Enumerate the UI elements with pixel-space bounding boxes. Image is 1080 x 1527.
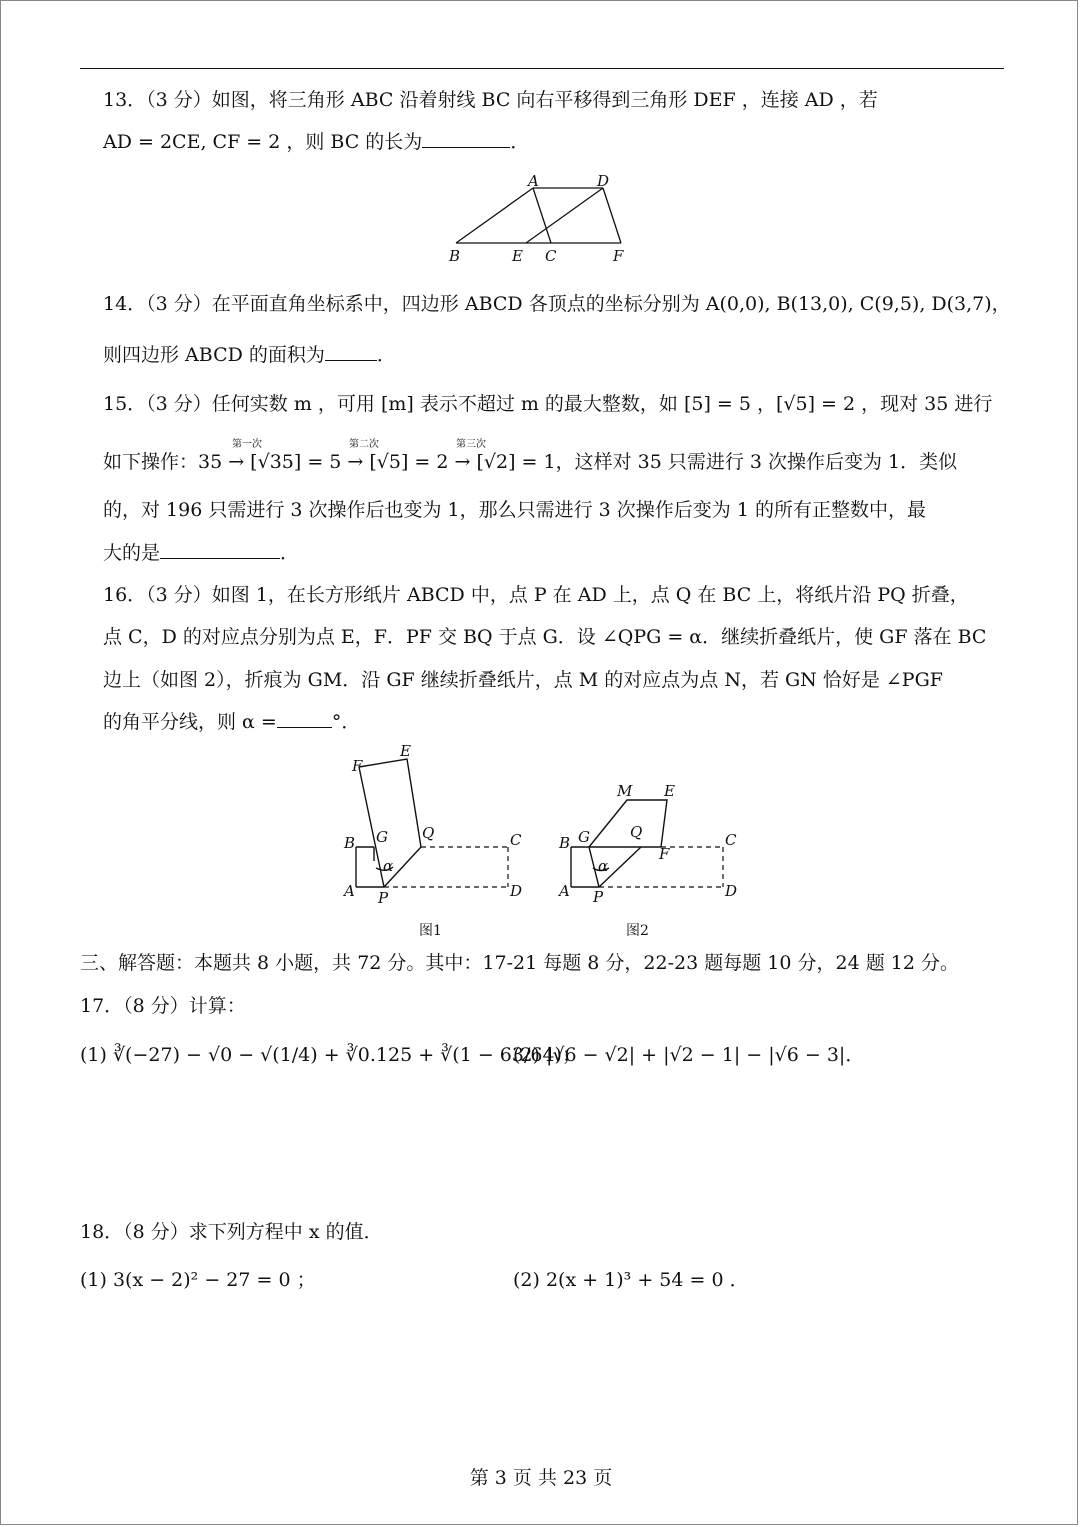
label-A: A [528, 172, 539, 190]
answer-blank [277, 726, 332, 728]
q18-title: 18．（8 分）求下列方程中 x 的值． [80, 1221, 383, 1243]
q13-figure [441, 171, 641, 266]
q16-figure-1 [336, 741, 536, 941]
answer-blank [160, 557, 280, 559]
label-F: F [659, 845, 670, 863]
q16-figure-2 [551, 776, 751, 941]
label-B: B [344, 834, 356, 852]
section-3-heading: 三、解答题：本题共 8 小题，共 72 分。其中：17-21 每题 8 分，22-23 题每题 10 分，24 题 12 分。 [80, 952, 959, 974]
q15-line4-text: 大的是 [103, 542, 161, 564]
label-D: D [725, 882, 738, 900]
q15-line4 [103, 544, 299, 563]
label-Q: Q [422, 824, 435, 842]
q16-line4-end: °． [331, 711, 361, 733]
figure-2-caption: 图2 [626, 923, 649, 939]
label-C: C [510, 831, 522, 849]
q13-line2 [103, 133, 529, 152]
label-G: G [376, 828, 388, 846]
label-D: D [510, 882, 523, 900]
label-E: E [664, 782, 675, 800]
label-C: C [545, 247, 557, 265]
label-E: E [512, 247, 523, 265]
figure-1-caption: 图1 [419, 923, 442, 939]
q15-step1-label: 第一次 [232, 439, 262, 450]
label-B: B [559, 834, 571, 852]
q14-line2-text: 则四边形 ABCD 的面积为 [103, 344, 325, 366]
q15-line1: 15．（3 分）任何实数 m ，可用 [m] 表示不超过 m 的最大整数，如 [5] = 5 ，[√5] = 2 ，现对 35 进行 [103, 393, 993, 415]
answer-blank [422, 146, 510, 148]
q17-part2: (2) |√6 − √2| + |√2 − 1| − |√6 − 3|． [513, 1044, 865, 1066]
label-alpha: α [383, 857, 394, 875]
q13-line1: 13．（3 分）如图，将三角形 ABC 沿着射线 BC 向右平移得到三角形 DEF ，连接 AD ，若 [103, 89, 878, 111]
label-Q: Q [630, 823, 643, 841]
q17-part1: (1) ∛(−27) − √0 − √(1/4) + ∛0.125 + ∛(1 − 63/64)； [80, 1044, 581, 1066]
q16-line2: 点 C，D 的对应点分别为点 E，F．PF 交 BQ 于点 G．设 ∠QPG = α．继续折叠纸片，使 GF 落在 BC [103, 626, 987, 648]
q15-line3: 的，对 196 只需进行 3 次操作后也变为 1，那么只需进行 3 次操作后变为 1 的所有正整数中，最 [103, 499, 926, 521]
q14-line1: 14．（3 分）在平面直角坐标系中，四边形 ABCD 各顶点的坐标分别为 A(0,0), B(13,0), C(9,5), D(3,7)， [103, 293, 1011, 315]
label-P: P [378, 889, 389, 907]
label-D: D [597, 172, 610, 190]
q14-line2-end: ． [376, 344, 396, 366]
label-M: M [617, 782, 633, 800]
q15-step2-label: 第二次 [349, 439, 379, 450]
label-F: F [352, 757, 363, 775]
page-footer: 第 3 页 共 23 页 [469, 1467, 613, 1489]
q18-part2: (2) 2(x + 1)³ + 54 = 0 ． [513, 1269, 749, 1291]
label-A: A [344, 882, 355, 900]
q16-line4 [103, 713, 360, 732]
label-E: E [400, 742, 411, 760]
q16-line1: 16．（3 分）如图 1，在长方形纸片 ABCD 中，点 P 在 AD 上，点 Q 在 BC 上，将纸片沿 PQ 折叠， [103, 584, 969, 606]
q15-step3-label: 第三次 [456, 439, 486, 450]
q15-line4-end: ． [280, 542, 300, 564]
q14-line2 [103, 346, 396, 365]
q17-title: 17．（8 分）计算： [80, 995, 246, 1017]
q18-part1: (1) 3(x − 2)² − 27 = 0 ； [80, 1269, 316, 1291]
q13-line2-text: AD = 2CE, CF = 2 ，则 BC 的长为 [103, 131, 423, 153]
q15-line2: 如下操作：35 → [√35] = 5 → [√5] = 2 → [√2] = 1，这样对 35 只需进行 3 次操作后变为 1．类似 [103, 451, 958, 473]
label-B: B [449, 247, 461, 265]
answer-blank [325, 359, 377, 361]
label-A: A [559, 882, 570, 900]
q13-line2-end: ． [510, 131, 530, 153]
label-alpha: α [598, 857, 609, 875]
label-P: P [593, 888, 604, 906]
q16-line4-text: 的角平分线，则 α = [103, 711, 277, 733]
q16-line3: 边上（如图 2），折痕为 GM．沿 GF 继续折叠纸片，点 M 的对应点为点 N，若 GN 恰好是 ∠PGF [103, 669, 943, 691]
header-rule [80, 68, 1004, 69]
label-F: F [613, 247, 624, 265]
label-G: G [578, 828, 590, 846]
label-C: C [725, 831, 737, 849]
